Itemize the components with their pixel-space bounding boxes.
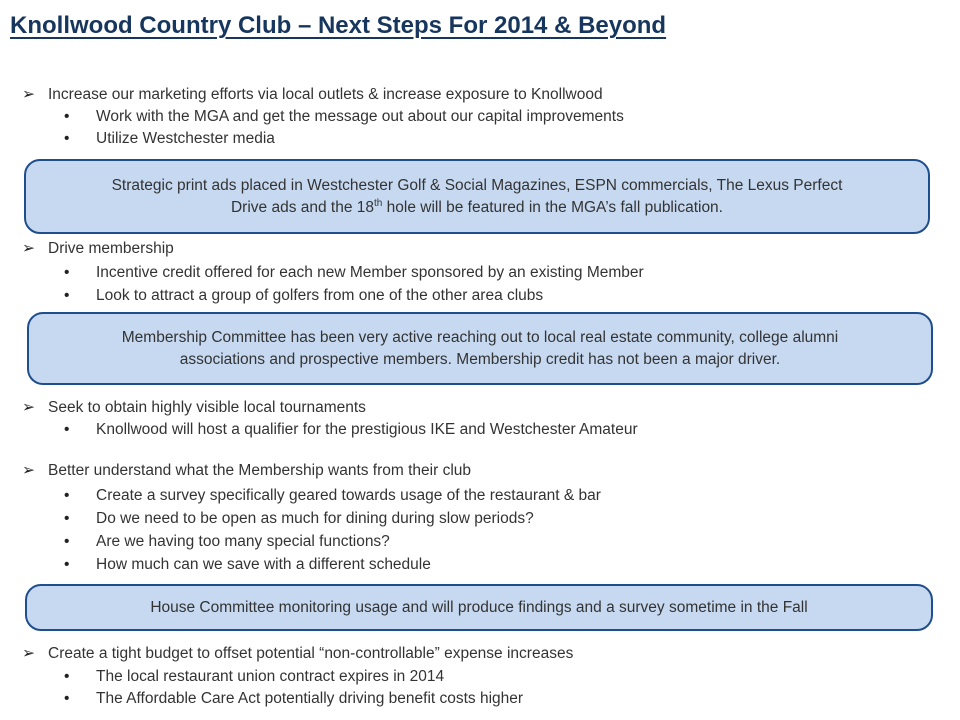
dot-bullet-icon: • bbox=[64, 421, 70, 438]
sub-item bbox=[64, 108, 624, 126]
sub-item bbox=[64, 533, 390, 551]
callout-line: Strategic print ads placed in Westchester Golf & Social Magazines, ESPN commercials, The Lexus Perfect bbox=[111, 176, 843, 194]
sub-item bbox=[64, 690, 523, 708]
arrow-bullet-icon: ➢ bbox=[22, 399, 35, 416]
bullet-text: Create a tight budget to offset potential “non-controllable” expense increases bbox=[48, 645, 574, 662]
sub-item-text: Are we having too many special functions? bbox=[96, 533, 390, 550]
arrow-bullet-icon: ➢ bbox=[22, 86, 35, 103]
page-title: Knollwood Country Club – Next Steps For 2014 & Beyond bbox=[10, 12, 667, 39]
dot-bullet-icon: • bbox=[64, 130, 70, 147]
bullet-marketing bbox=[22, 86, 603, 104]
callout-line: Membership Committee has been very active reaching out to local real estate community, college alumni bbox=[121, 328, 839, 346]
sub-item bbox=[64, 556, 431, 574]
callout-house-committee bbox=[25, 584, 933, 631]
bullet-budget bbox=[22, 645, 573, 663]
sub-item-text: The Affordable Care Act potentially driving benefit costs higher bbox=[96, 690, 524, 707]
sub-item-text: Utilize Westchester media bbox=[96, 130, 275, 147]
sub-item-text: Look to attract a group of golfers from one of the other area clubs bbox=[96, 287, 544, 304]
sub-item bbox=[64, 287, 543, 305]
sub-item-text: The local restaurant union contract expires in 2014 bbox=[96, 668, 445, 685]
dot-bullet-icon: • bbox=[64, 510, 70, 527]
bullet-text: Better understand what the Membership wants from their club bbox=[48, 462, 472, 479]
callout-text: Drive ads and the 18 bbox=[230, 198, 375, 216]
callout-line: House Committee monitoring usage and will produce findings and a survey sometime in the Fall bbox=[150, 598, 808, 616]
callout-line bbox=[112, 197, 843, 219]
dot-bullet-icon: • bbox=[64, 287, 70, 304]
callout-text: hole will be featured in the MGA’s fall publication. bbox=[382, 198, 723, 216]
bullet-text: Seek to obtain highly visible local tournaments bbox=[48, 399, 366, 416]
sub-item bbox=[64, 668, 444, 686]
callout-membership bbox=[27, 312, 933, 385]
dot-bullet-icon: • bbox=[64, 668, 70, 685]
callout-superscript: th bbox=[374, 197, 383, 209]
bullet-text: Drive membership bbox=[48, 240, 174, 257]
arrow-bullet-icon: ➢ bbox=[22, 240, 35, 257]
sub-item-text: Create a survey specifically geared towards usage of the restaurant & bar bbox=[96, 487, 601, 504]
dot-bullet-icon: • bbox=[64, 108, 70, 125]
callout-marketing bbox=[24, 159, 930, 234]
dot-bullet-icon: • bbox=[64, 264, 70, 281]
dot-bullet-icon: • bbox=[64, 487, 70, 504]
sub-item-text: Do we need to be open as much for dining during slow periods? bbox=[96, 510, 534, 527]
arrow-bullet-icon: ➢ bbox=[22, 645, 35, 662]
sub-item bbox=[64, 510, 534, 528]
sub-item-text: How much can we save with a different schedule bbox=[96, 556, 431, 573]
sub-item-text: Incentive credit offered for each new Member sponsored by an existing Member bbox=[96, 264, 644, 281]
sub-item bbox=[64, 130, 275, 148]
sub-item bbox=[64, 487, 601, 505]
callout-line: associations and prospective members. Membership credit has not been a major driver. bbox=[179, 350, 781, 368]
dot-bullet-icon: • bbox=[64, 556, 70, 573]
sub-item-text: Work with the MGA and get the message out about our capital improvements bbox=[96, 108, 624, 125]
dot-bullet-icon: • bbox=[64, 690, 70, 707]
bullet-text: Increase our marketing efforts via local outlets & increase exposure to Knollwood bbox=[48, 86, 603, 103]
bullet-membership-wants bbox=[22, 462, 471, 480]
bullet-membership bbox=[22, 240, 174, 258]
dot-bullet-icon: • bbox=[64, 533, 70, 550]
sub-item bbox=[64, 264, 644, 282]
arrow-bullet-icon: ➢ bbox=[22, 462, 35, 479]
sub-item bbox=[64, 421, 638, 439]
bullet-tournaments bbox=[22, 399, 366, 417]
sub-item-text: Knollwood will host a qualifier for the prestigious IKE and Westchester Amateur bbox=[96, 421, 638, 438]
